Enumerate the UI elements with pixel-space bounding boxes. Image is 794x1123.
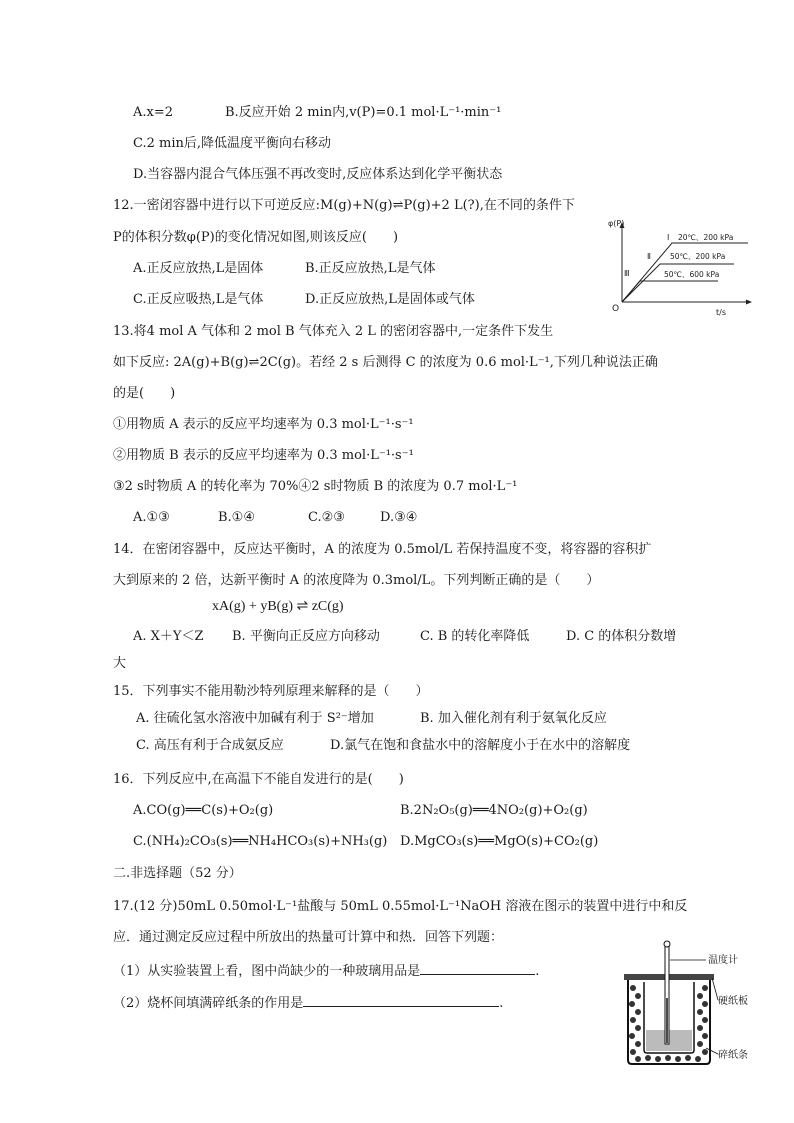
q17-sub1-blank[interactable] <box>420 960 535 975</box>
q13-option-d: D.③④ <box>380 510 418 525</box>
q12-stem-line1: 12.一密闭容器中进行以下可逆反应:M(g)+N(g)⇌P(g)+2 L(?),在不同的条件下 <box>113 198 575 213</box>
q15-option-d: D.氯气在饱和食盐水中的溶解度小于在水中的溶解度 <box>330 738 631 753</box>
q13-stem-line2: 如下反应: 2A(g)+B(g)⇌2C(g)。若经 2 s 后测得 C 的浓度为 0.6 mol·L⁻¹,下列几种说法正确 <box>113 355 658 370</box>
q11-option-c: C.2 min后,降低温度平衡向右移动 <box>133 136 332 151</box>
q17-sub2-period: . <box>499 996 504 1011</box>
q15-stem: 15．下列事实不能用勒沙特列原理来解释的是（ ） <box>113 684 429 699</box>
paper-scraps-right <box>697 985 708 1055</box>
q17-sub2 <box>113 992 503 1013</box>
q17-sub1 <box>113 960 539 981</box>
curve-3 <box>622 281 718 302</box>
q14-option-d-continued: 大 <box>113 656 127 671</box>
q13-option-c: C.②③ <box>308 510 345 525</box>
q13-stem-line3: 的是( ) <box>113 386 176 401</box>
q17-stem-line2: 应．通过测定反应过程中所放出的热量可计算中和热．回答下列题： <box>113 930 504 945</box>
q17-sub2-blank[interactable] <box>303 992 499 1007</box>
q13-option-b: B.①④ <box>218 510 255 525</box>
q12-option-c: C.正反应吸热,L是气体 <box>133 292 264 307</box>
q13-statement-1: ①用物质 A 表示的反应平均速率为 0.3 mol·L⁻¹·s⁻¹ <box>113 417 414 432</box>
q14-stem-line2: 大到原来的 2 倍，达新平衡时 A 的浓度降为 0.3mol/L。下列判断正确的是（ ） <box>113 573 600 588</box>
origin-label: O <box>612 304 620 314</box>
cardboard-label: 硬纸板 <box>718 996 748 1007</box>
calorimeter-figure <box>618 938 788 1068</box>
q14-stem-line1: 14．在密闭容器中，反应达平衡时，A 的浓度为 0.5mol/L 若保持温度不变，将容器的容积扩 <box>113 542 652 557</box>
q14-equation: xA(g) + yB(g) ⇌ zC(g) <box>212 599 344 614</box>
x-axis-arrow <box>746 300 752 305</box>
x-axis-label: t/s <box>716 308 726 317</box>
q13-statement-2: ②用物质 B 表示的反应平均速率为 0.3 mol·L⁻¹·s⁻¹ <box>113 448 414 463</box>
q16-option-b: B.2N₂O₅(g)══4NO₂(g)+O₂(g) <box>400 803 588 818</box>
q13-stem-line1: 13.将4 mol A 气体和 2 mol B 气体充入 2 L 的密闭容器中,一定条件下发生 <box>113 324 554 339</box>
paper-scraps-bottom <box>635 1055 701 1062</box>
q11-option-b: B.反应开始 2 min内,v(P)=0.1 mol·L⁻¹·min⁻¹ <box>225 105 502 120</box>
phi-p-graph <box>600 218 760 320</box>
thermometer-bulb <box>664 941 670 947</box>
q13-option-a: A.①③ <box>133 510 170 525</box>
paper-scraps-left <box>629 985 641 1055</box>
curve-3-label: 50℃、600 kPa <box>664 270 720 279</box>
q13-statement-3: ③2 s时物质 A 的转化率为 70%④2 s时物质 B 的浓度为 0.7 mol·L⁻¹ <box>113 479 518 494</box>
q17-sub1-period: . <box>535 964 540 979</box>
q12-option-a: A.正反应放热,L是固体 <box>133 261 264 276</box>
y-axis-label: φ(P) <box>608 219 625 228</box>
q14-option-a: A. X＋Y＜Z <box>133 629 204 644</box>
q11-option-d: D.当容器内混合气体压强不再改变时,反应体系达到化学平衡状态 <box>133 167 503 182</box>
q15-option-b: B. 加入催化剂有利于氨氧化反应 <box>420 711 607 726</box>
q12-stem-line2: P的体积分数φ(P)的变化情况如图,则该反应( ) <box>113 230 399 245</box>
curve-2-label: 50℃、200 kPa <box>670 252 726 261</box>
paper-scraps-label: 碎纸条 <box>718 1050 748 1061</box>
q12-option-b: B.正反应放热,L是气体 <box>305 261 436 276</box>
q14-option-b: B. 平衡向正反应方向移动 <box>232 629 380 644</box>
thermometer-label: 温度计 <box>708 955 738 966</box>
curve-1-label: 20℃、200 kPa <box>678 233 734 242</box>
q17-sub2-text: （2）烧杯间填满碎纸条的作用是 <box>113 996 304 1011</box>
q16-stem: 16．下列反应中,在高温下不能自发进行的是( ) <box>113 772 404 787</box>
q16-option-a: A.CO(g)══C(s)+O₂(g) <box>133 803 274 818</box>
q11-option-a: A.x=2 <box>133 105 174 120</box>
q16-option-c: C.(NH₄)₂CO₃(s)══NH₄HCO₃(s)+NH₃(g) <box>133 834 388 849</box>
q12-option-d: D.正反应放热,L是固体或气体 <box>305 292 475 307</box>
curve-1-tag: Ⅰ <box>667 233 670 242</box>
q15-option-c: C. 高压有利于合成氨反应 <box>136 738 284 753</box>
q14-option-c: C. B 的转化率降低 <box>420 629 530 644</box>
curve-2-tag: Ⅱ <box>647 252 651 261</box>
section-title: 二.非选择题（52 分） <box>113 866 242 881</box>
q14-option-d: D. C 的体积分数增 <box>566 629 677 644</box>
q16-option-d: D.MgCO₃(s)══MgO(s)+CO₂(g) <box>400 834 599 849</box>
curve-3-tag: Ⅲ <box>624 269 630 278</box>
q17-sub1-text: （1）从实验装置上看，图中尚缺少的一种玻璃用品是 <box>113 964 421 979</box>
q17-stem-line1: 17.(12 分)50mL 0.50mol·L⁻¹盐酸与 50mL 0.55mol·L⁻¹NaOH 溶液在图示的装置中进行中和反 <box>113 899 688 914</box>
q15-option-a: A. 往硫化氢水溶液中加碱有利于 S²⁻增加 <box>136 711 374 726</box>
